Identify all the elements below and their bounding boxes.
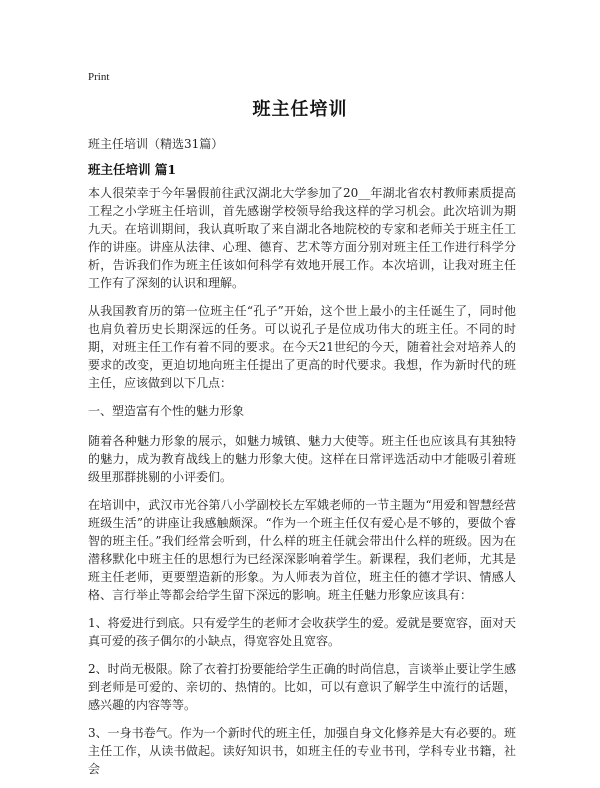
document-subtitle: 班主任培训（精选31篇） bbox=[88, 137, 224, 151]
page-title: 班主任培训 bbox=[252, 99, 348, 120]
paragraph-intro: 本人很荣幸于今年暑假前往武汉湖北大学参加了20__年湖北省农村教师素质提高工程之小学班主任培训，首先感谢学校领导给我这样的学习机会。此次培训为期九天。在培训期间，我认真听取了来自湖北各地院校的专家和老师关于班主任工作的讲座。讲座从法律、心理、德育、艺术等方面分别对班主任工作进行科学分析，告诉我们作为班主任该如何科学有效地开展工作。本次培训，让我对班主任工作有了深刻的认识和理解。 bbox=[88, 186, 516, 290]
section-heading: 班主任培训 篇1 bbox=[88, 162, 177, 177]
document-body bbox=[88, 184, 516, 788]
paragraph-point-one-heading: 一、塑造富有个性的魅力形象 bbox=[88, 404, 245, 418]
print-label: Print bbox=[88, 71, 110, 83]
paragraph-item-scholarly: 3、一身书卷气。作为一个新时代的班主任，加强自身文化修养是大有必要的。班主任工作，从读书做起。读好知识书，如班主任的专业书刊，学科专业书籍，社会 bbox=[88, 726, 516, 776]
paragraph-training-lecture: 在培训中，武汉市光谷第八小学副校长左军娥老师的一节主题为“用爱和智慧经营班级生活”的讲座让我感触颇深。“作为一个班主任仅有爱心是不够的，要做个睿智的班主任。”我们经常会听到，什么样的班主任就会带出什么样的班级。因为在潜移默化中班主任的思想行为已经深深影响着学生。新课程，我们老师，尤其是班主任老师，更要塑造新的形象。为人师表为首位，班主任的德才学识、情感人格、言行举止等都会给学生留下深远的影响。班主任魅力形象应该具有： bbox=[88, 498, 516, 602]
paragraph-history: 从我国教育历的第一位班主任“孔子”开始，这个世上最小的主任诞生了，同时他也肩负着历史长期深远的任务。可以说孔子是位成功伟大的班主任。不同的时期，对班主任工作有着不同的要求。在今天21世纪的今天，随着社会对培养人的要求的改变，更迫切地向班主任提出了更高的时代要求。我想，作为新时代的班主任，应该做到以下几点： bbox=[88, 304, 516, 390]
paragraph-charm-image: 随着各种魅力形象的展示，如魅力城镇、魅力大使等。班主任也应该具有其独特的魅力，成为教育战线上的魅力形象大使。这样在日常评选活动中才能吸引着班级里那群挑剔的小评委们。 bbox=[88, 434, 516, 484]
paragraph-item-fashion: 2、时尚无极限。除了衣着打扮要能给学生正确的时尚信息，言谈举止要让学生感到老师是可爱的、亲切的、热情的。比如，可以有意识了解学生中流行的话题，感兴趣的内容等等。 bbox=[88, 662, 516, 712]
paragraph-item-love: 1、将爱进行到底。只有爱学生的老师才会收获学生的爱。爱就是要宽容，面对天真可爱的孩子偶尔的小缺点，得宽容处且宽容。 bbox=[88, 616, 516, 648]
